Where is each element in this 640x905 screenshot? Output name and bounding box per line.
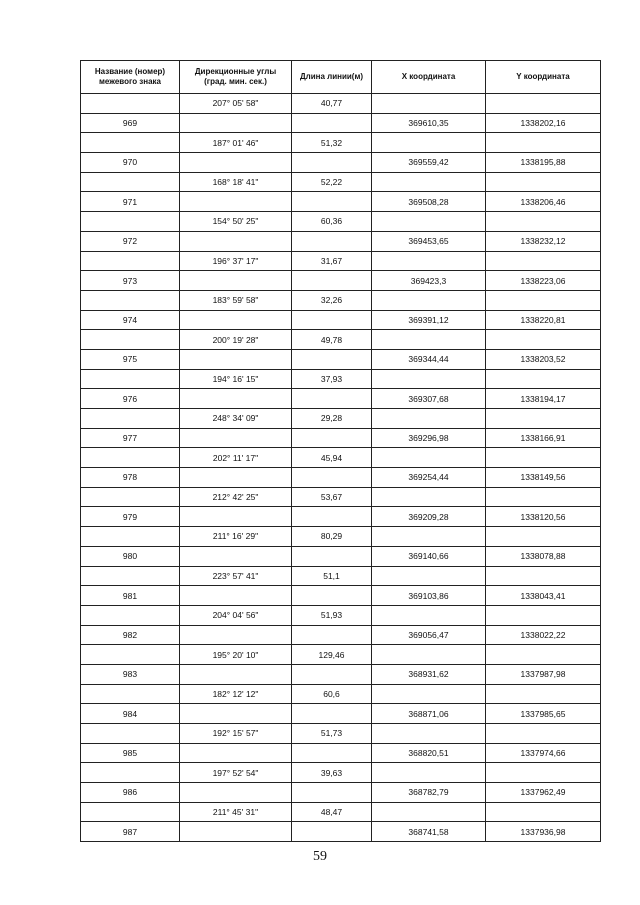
cell-name: 975 — [81, 349, 180, 369]
cell-x — [372, 802, 486, 822]
table-row — [81, 113, 601, 133]
cell-angle — [180, 625, 292, 645]
table-row — [81, 743, 601, 763]
cell-length: 60,36 — [292, 212, 372, 232]
cell-angle — [180, 153, 292, 173]
cell-angle — [180, 664, 292, 684]
cell-angle: 202° 11' 17" — [180, 448, 292, 468]
table-row — [81, 369, 601, 389]
cell-y: 1338022,22 — [486, 625, 601, 645]
cell-angle — [180, 349, 292, 369]
cell-x — [372, 763, 486, 783]
cell-x: 369453,65 — [372, 231, 486, 251]
header-name-line2: межевого знака — [98, 77, 162, 86]
cell-y: 1338043,41 — [486, 586, 601, 606]
cell-length — [292, 349, 372, 369]
header-y: Y координата — [486, 61, 601, 94]
header-angle-line2: (град. мин. сек.) — [204, 77, 267, 86]
table-row — [81, 231, 601, 251]
cell-y: 1338078,88 — [486, 546, 601, 566]
cell-y — [486, 645, 601, 665]
cell-length: 51,93 — [292, 605, 372, 625]
cell-name — [81, 369, 180, 389]
cell-y — [486, 290, 601, 310]
cell-y — [486, 605, 601, 625]
cell-x: 369307,68 — [372, 389, 486, 409]
cell-x: 368820,51 — [372, 743, 486, 763]
cell-x: 369610,35 — [372, 113, 486, 133]
cell-name: 977 — [81, 428, 180, 448]
cell-x: 369391,12 — [372, 310, 486, 330]
table-row — [81, 586, 601, 606]
cell-length: 60,6 — [292, 684, 372, 704]
cell-y — [486, 487, 601, 507]
table-row — [81, 212, 601, 232]
cell-name — [81, 448, 180, 468]
cell-name — [81, 487, 180, 507]
cell-x: 368782,79 — [372, 783, 486, 803]
header-name — [81, 61, 180, 94]
cell-x — [372, 172, 486, 192]
cell-angle: 223° 57' 41" — [180, 566, 292, 586]
cell-angle — [180, 271, 292, 291]
cell-name: 971 — [81, 192, 180, 212]
cell-angle: 183° 59' 58" — [180, 290, 292, 310]
cell-length — [292, 389, 372, 409]
cell-angle: 195° 20' 10" — [180, 645, 292, 665]
cell-angle — [180, 743, 292, 763]
cell-y — [486, 172, 601, 192]
cell-y — [486, 330, 601, 350]
cell-angle — [180, 546, 292, 566]
table-row — [81, 448, 601, 468]
cell-y: 1338232,12 — [486, 231, 601, 251]
cell-name — [81, 645, 180, 665]
cell-length — [292, 822, 372, 842]
cell-angle — [180, 704, 292, 724]
cell-length: 48,47 — [292, 802, 372, 822]
header-length: Длина линии(м) — [292, 61, 372, 94]
page-number: 59 — [313, 849, 327, 864]
cell-angle — [180, 389, 292, 409]
cell-y: 1338223,06 — [486, 271, 601, 291]
cell-length — [292, 271, 372, 291]
cell-y — [486, 448, 601, 468]
cell-name: 983 — [81, 664, 180, 684]
cell-y: 1338194,17 — [486, 389, 601, 409]
table-body — [81, 94, 601, 842]
cell-name: 969 — [81, 113, 180, 133]
header-name-line1: Название (номер) — [94, 67, 166, 76]
cell-x: 369423,3 — [372, 271, 486, 291]
cell-y: 1338149,56 — [486, 468, 601, 488]
cell-angle: 204° 04' 56" — [180, 605, 292, 625]
cell-y — [486, 566, 601, 586]
table-row — [81, 133, 601, 153]
table-row — [81, 802, 601, 822]
table-row — [81, 724, 601, 744]
cell-name — [81, 409, 180, 429]
cell-x — [372, 645, 486, 665]
table-row — [81, 625, 601, 645]
cell-name — [81, 684, 180, 704]
cell-name — [81, 527, 180, 547]
cell-x: 369508,28 — [372, 192, 486, 212]
cell-x: 369140,66 — [372, 546, 486, 566]
cell-y: 1338220,81 — [486, 310, 601, 330]
cell-name: 981 — [81, 586, 180, 606]
header-angle-line1: Дирекционные углы — [194, 67, 277, 76]
cell-angle: 212° 42' 25" — [180, 487, 292, 507]
cell-y: 1338206,46 — [486, 192, 601, 212]
table-header-row — [81, 61, 601, 94]
cell-length — [292, 546, 372, 566]
cell-x — [372, 133, 486, 153]
cell-angle — [180, 783, 292, 803]
cell-length: 29,28 — [292, 409, 372, 429]
table-row — [81, 763, 601, 783]
cell-length — [292, 192, 372, 212]
cell-length — [292, 507, 372, 527]
cell-name: 984 — [81, 704, 180, 724]
cell-x — [372, 724, 486, 744]
table-row — [81, 704, 601, 724]
cell-name — [81, 763, 180, 783]
table-row — [81, 192, 601, 212]
table-row — [81, 527, 601, 547]
cell-y: 1338202,16 — [486, 113, 601, 133]
table-row — [81, 605, 601, 625]
table-row — [81, 330, 601, 350]
cell-length — [292, 113, 372, 133]
cell-length — [292, 153, 372, 173]
cell-angle — [180, 586, 292, 606]
cell-angle — [180, 507, 292, 527]
cell-y: 1338166,91 — [486, 428, 601, 448]
table-row — [81, 153, 601, 173]
cell-length — [292, 664, 372, 684]
cell-angle: 154° 50' 25" — [180, 212, 292, 232]
table-row — [81, 251, 601, 271]
cell-y: 1338195,88 — [486, 153, 601, 173]
cell-name: 982 — [81, 625, 180, 645]
cell-angle — [180, 192, 292, 212]
cell-name: 978 — [81, 468, 180, 488]
cell-x: 369254,44 — [372, 468, 486, 488]
cell-name — [81, 94, 180, 114]
cell-angle — [180, 113, 292, 133]
table-row — [81, 428, 601, 448]
cell-length: 39,63 — [292, 763, 372, 783]
cell-x: 369209,28 — [372, 507, 486, 527]
table-row — [81, 409, 601, 429]
cell-length: 45,94 — [292, 448, 372, 468]
cell-angle — [180, 310, 292, 330]
table-row — [81, 94, 601, 114]
cell-x — [372, 94, 486, 114]
cell-x: 369296,98 — [372, 428, 486, 448]
table-row — [81, 172, 601, 192]
cell-length: 52,22 — [292, 172, 372, 192]
cell-length: 80,29 — [292, 527, 372, 547]
table-row — [81, 684, 601, 704]
table-row — [81, 487, 601, 507]
table-row — [81, 645, 601, 665]
table-row — [81, 783, 601, 803]
cell-x — [372, 290, 486, 310]
cell-x — [372, 527, 486, 547]
cell-name — [81, 802, 180, 822]
cell-y — [486, 802, 601, 822]
cell-x — [372, 330, 486, 350]
cell-length — [292, 783, 372, 803]
cell-x: 369103,86 — [372, 586, 486, 606]
cell-angle — [180, 468, 292, 488]
cell-x — [372, 566, 486, 586]
cell-length: 51,32 — [292, 133, 372, 153]
cell-name — [81, 251, 180, 271]
cell-angle: 168° 18' 41" — [180, 172, 292, 192]
cell-angle: 211° 16' 29" — [180, 527, 292, 547]
cell-length — [292, 428, 372, 448]
table-row — [81, 546, 601, 566]
cell-y: 1337962,49 — [486, 783, 601, 803]
table-row — [81, 507, 601, 527]
cell-name — [81, 724, 180, 744]
cell-y — [486, 724, 601, 744]
cell-x — [372, 684, 486, 704]
cell-angle: 196° 37' 17" — [180, 251, 292, 271]
cell-length: 40,77 — [292, 94, 372, 114]
cell-angle: 207° 05' 58" — [180, 94, 292, 114]
table-row — [81, 664, 601, 684]
header-angle — [180, 61, 292, 94]
cell-name — [81, 605, 180, 625]
cell-y: 1338120,56 — [486, 507, 601, 527]
cell-length: 49,78 — [292, 330, 372, 350]
cell-name — [81, 212, 180, 232]
cell-x — [372, 369, 486, 389]
cell-y — [486, 212, 601, 232]
cell-angle: 211° 45' 31" — [180, 802, 292, 822]
table-row — [81, 290, 601, 310]
cell-angle: 197° 52' 54" — [180, 763, 292, 783]
cell-angle: 182° 12' 12" — [180, 684, 292, 704]
cell-name — [81, 566, 180, 586]
cell-name: 972 — [81, 231, 180, 251]
cell-x — [372, 448, 486, 468]
table-row — [81, 566, 601, 586]
cell-length: 51,73 — [292, 724, 372, 744]
cell-x: 369056,47 — [372, 625, 486, 645]
cell-angle: 200° 19' 28" — [180, 330, 292, 350]
cell-x: 368741,58 — [372, 822, 486, 842]
cell-length — [292, 231, 372, 251]
cell-name: 974 — [81, 310, 180, 330]
cell-y: 1337985,65 — [486, 704, 601, 724]
cell-name: 976 — [81, 389, 180, 409]
cell-length: 32,26 — [292, 290, 372, 310]
table-row — [81, 389, 601, 409]
cell-y — [486, 94, 601, 114]
cell-y: 1337987,98 — [486, 664, 601, 684]
cell-name — [81, 290, 180, 310]
cell-x — [372, 409, 486, 429]
cell-y — [486, 527, 601, 547]
cell-y: 1338203,52 — [486, 349, 601, 369]
cell-y — [486, 251, 601, 271]
cell-angle: 248° 34' 09" — [180, 409, 292, 429]
cell-x: 368871,06 — [372, 704, 486, 724]
table-row — [81, 822, 601, 842]
table-row — [81, 349, 601, 369]
table-row — [81, 468, 601, 488]
cell-name: 986 — [81, 783, 180, 803]
cell-y: 1337974,66 — [486, 743, 601, 763]
cell-length — [292, 625, 372, 645]
cell-y — [486, 684, 601, 704]
cell-length: 51,1 — [292, 566, 372, 586]
cell-length — [292, 468, 372, 488]
cell-name: 985 — [81, 743, 180, 763]
cell-x: 368931,62 — [372, 664, 486, 684]
cell-angle: 187° 01' 46" — [180, 133, 292, 153]
cell-length: 129,46 — [292, 645, 372, 665]
cell-angle: 192° 15' 57" — [180, 724, 292, 744]
cell-angle — [180, 822, 292, 842]
cell-length — [292, 743, 372, 763]
cell-angle — [180, 231, 292, 251]
cell-x — [372, 212, 486, 232]
cell-length: 53,67 — [292, 487, 372, 507]
cell-y — [486, 409, 601, 429]
cell-length — [292, 586, 372, 606]
table-row — [81, 271, 601, 291]
cell-length — [292, 310, 372, 330]
cell-y — [486, 763, 601, 783]
cell-name: 979 — [81, 507, 180, 527]
cell-name — [81, 330, 180, 350]
cell-y — [486, 369, 601, 389]
cell-name — [81, 172, 180, 192]
boundary-coordinates-table — [80, 60, 601, 842]
cell-x — [372, 605, 486, 625]
cell-name: 980 — [81, 546, 180, 566]
cell-name: 970 — [81, 153, 180, 173]
cell-x: 369344,44 — [372, 349, 486, 369]
cell-length: 37,93 — [292, 369, 372, 389]
cell-angle: 194° 16' 15" — [180, 369, 292, 389]
cell-y — [486, 133, 601, 153]
cell-y: 1337936,98 — [486, 822, 601, 842]
cell-name — [81, 133, 180, 153]
cell-x — [372, 487, 486, 507]
header-x: X координата — [372, 61, 486, 94]
cell-name: 987 — [81, 822, 180, 842]
table-row — [81, 310, 601, 330]
cell-length: 31,67 — [292, 251, 372, 271]
cell-angle — [180, 428, 292, 448]
cell-x: 369559,42 — [372, 153, 486, 173]
cell-x — [372, 251, 486, 271]
cell-name: 973 — [81, 271, 180, 291]
cell-length — [292, 704, 372, 724]
